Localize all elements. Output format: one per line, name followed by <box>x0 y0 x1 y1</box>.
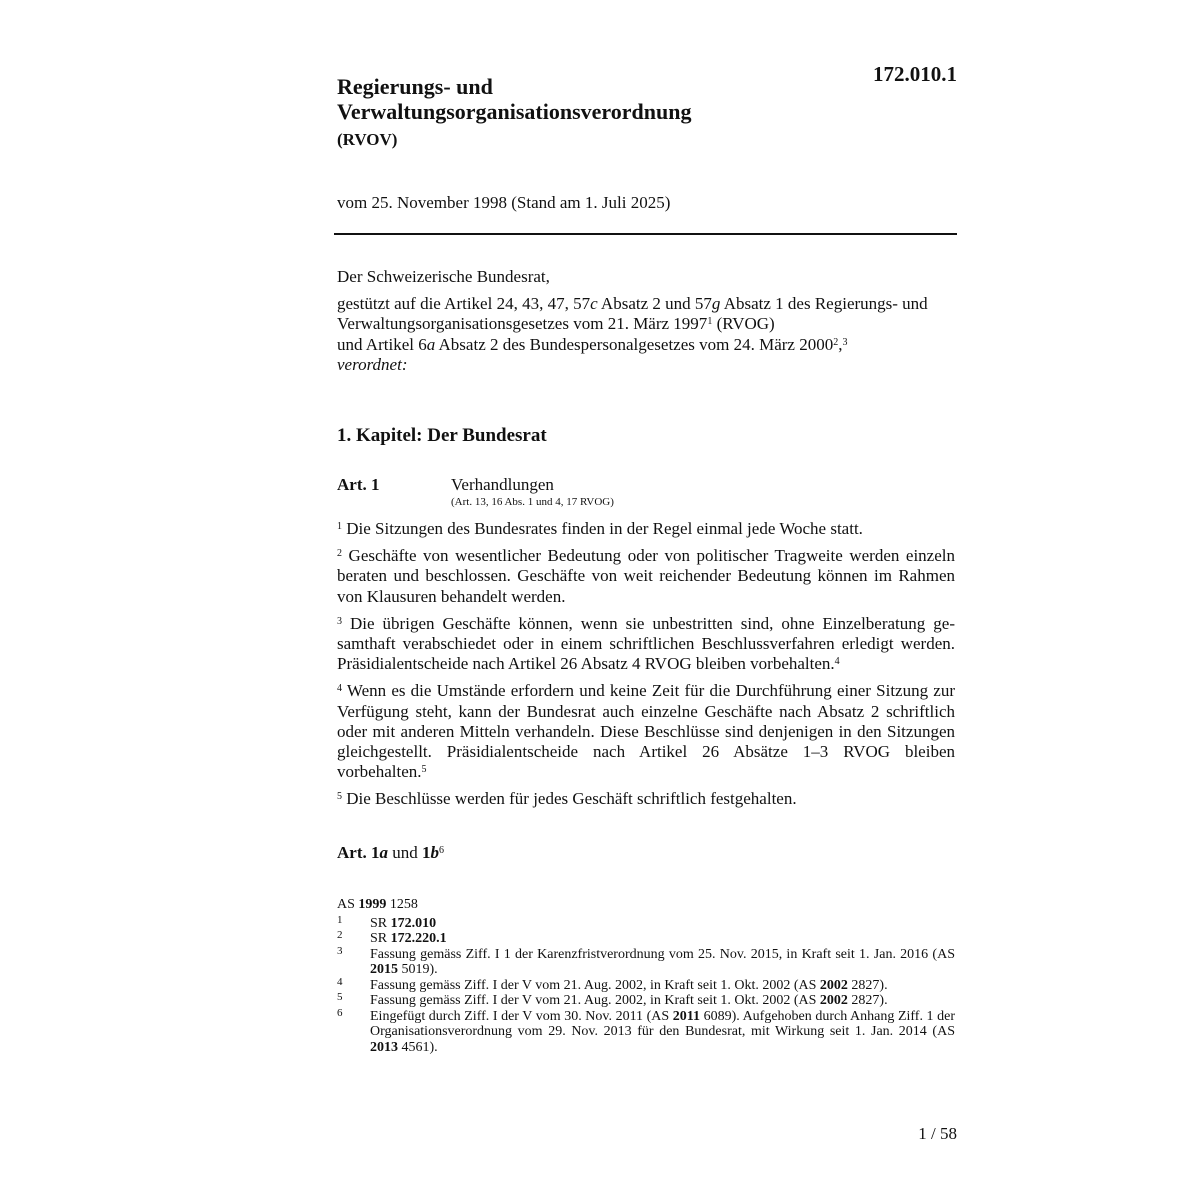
preamble-enactment: verordnet: <box>337 355 408 374</box>
page-number: 1 / 58 <box>918 1124 957 1143</box>
header-divider <box>334 233 957 235</box>
title-line-2: Verwaltungsorganisationsverordnung <box>337 99 692 124</box>
chapter-heading: 1. Kapitel: Der Bundesrat <box>337 425 547 446</box>
document-title <box>337 74 857 124</box>
footnote-2: 2 SR 172.220.1 <box>337 929 447 946</box>
article-heading: Verhandlungen <box>451 475 554 494</box>
footnotes <box>337 897 955 1055</box>
paragraph: $^1$ Die Sitzungen des Bundesrates finden in der Regel einmal jede Woche statt. <box>337 519 863 538</box>
footnote-6: 6 Eingefügt durch Ziff. I der V vom 30. Nov. 2011 (AS 2011 6089). Aufgehoben durch Anhang Ziff. 1 der Organisationsverordnung vom 29. Nov. 2013 für den Bundesrat, mit Wirkung seit 1. Jan. 2014 (AS 2013 4561). <box>337 1006 955 1055</box>
title-abbreviation: (RVOV) <box>337 130 398 149</box>
footnote-3: 3 Fassung gemäss Ziff. I 1 der Karenzfristverordnung vom 25. Nov. 2015, in Kraft seit 1. Jan. 2016 (AS 2015 5019). <box>337 944 955 977</box>
footnote-ref-2[interactable]: 2 <box>833 336 839 348</box>
preamble <box>337 267 955 376</box>
footnote-ref-3[interactable]: 3 <box>842 336 848 348</box>
document-page <box>337 60 957 1160</box>
footnote-ref-4[interactable]: 4 <box>834 656 840 668</box>
footnote-5: 5 Fassung gemäss Ziff. I der V vom 21. Aug. 2002, in Kraft seit 1. Okt. 2002 (AS 2002 2827). <box>337 991 888 1008</box>
title-line-1: Regierungs- und <box>337 74 493 99</box>
paragraph: $^2$ Geschäfte von wesentlicher Bedeutung oder von politischer Tragweite werden einzeln beraten und beschlossen. Geschäfte von weit reichender Bedeutung können im Rahmen von Klausuren behandelt werden. <box>337 546 955 606</box>
sr-number: 172.010.1 <box>873 62 957 86</box>
footnote-ref-6[interactable]: 6 <box>438 845 444 856</box>
footnote-ref-5[interactable]: 5 <box>421 764 427 776</box>
preamble-legal-basis: gestützt auf die Artikel 24, 43, 47, 57c Absatz 2 und 57g Absatz 1 des Regierungs- und Verwaltungsorganisationsgesetzes vom 21. März 1997$^1$ (RVOG) und Artikel 6a Absatz 2 des Bundespersonalgesetzes vom 24. März 2000$^2$,$^3$ <box>337 293 928 354</box>
article-1-paragraphs <box>337 519 955 810</box>
paragraph: $^4$ Wenn es die Umstände erfordern und keine Zeit für die Durchführung einer Sitzung zur Verfügung steht, kann der Bundesrat auch einzelne Geschäfte nach Absatz 2 schriftlich oder mit anderen Mitteln verhandeln. Diese Beschlüsse sind denjenigen in den Sitzungen gleichgestellt. Präsidialentscheide nach Artikel 26 Absätze 1–3 RVOG bleiben vorbehalten.$^5$ <box>337 681 955 782</box>
footnote-1: 1 SR 172.010 <box>337 913 437 931</box>
date-line: vom 25. November 1998 (Stand am 1. Juli 2025) <box>337 193 671 212</box>
article-references: (Art. 13, 16 Abs. 1 und 4, 17 RVOG) <box>451 496 614 508</box>
article-1a-1b-heading: Art. 1a und $1b^6$ <box>337 843 444 862</box>
preamble-authority: Der Schweizerische Bundesrat, <box>337 267 550 286</box>
article-number: Art. 1 <box>337 475 380 494</box>
footnote-4: 4 Fassung gemäss Ziff. I der V vom 21. Aug. 2002, in Kraft seit 1. Okt. 2002 (AS 2002 2827). <box>337 975 888 993</box>
paragraph: $^5$ Die Beschlüsse werden für jedes Geschäft schriftlich festgehalten. <box>337 789 797 809</box>
official-collection-source: AS 1999 1258 <box>337 897 418 912</box>
paragraph: $^3$ Die übrigen Geschäfte können, wenn sie unbestritten sind, ohne Einzelberatung gesamthaft verabschiedet oder in einem schriftlichen Beschlussverfahren erledigt werden. Präsidialentscheide nach Artikel 26 Absatz 4 RVOG bleiben vorbehalten.$^4$ <box>337 613 955 674</box>
footnote-ref-1[interactable]: 1 <box>707 316 713 327</box>
